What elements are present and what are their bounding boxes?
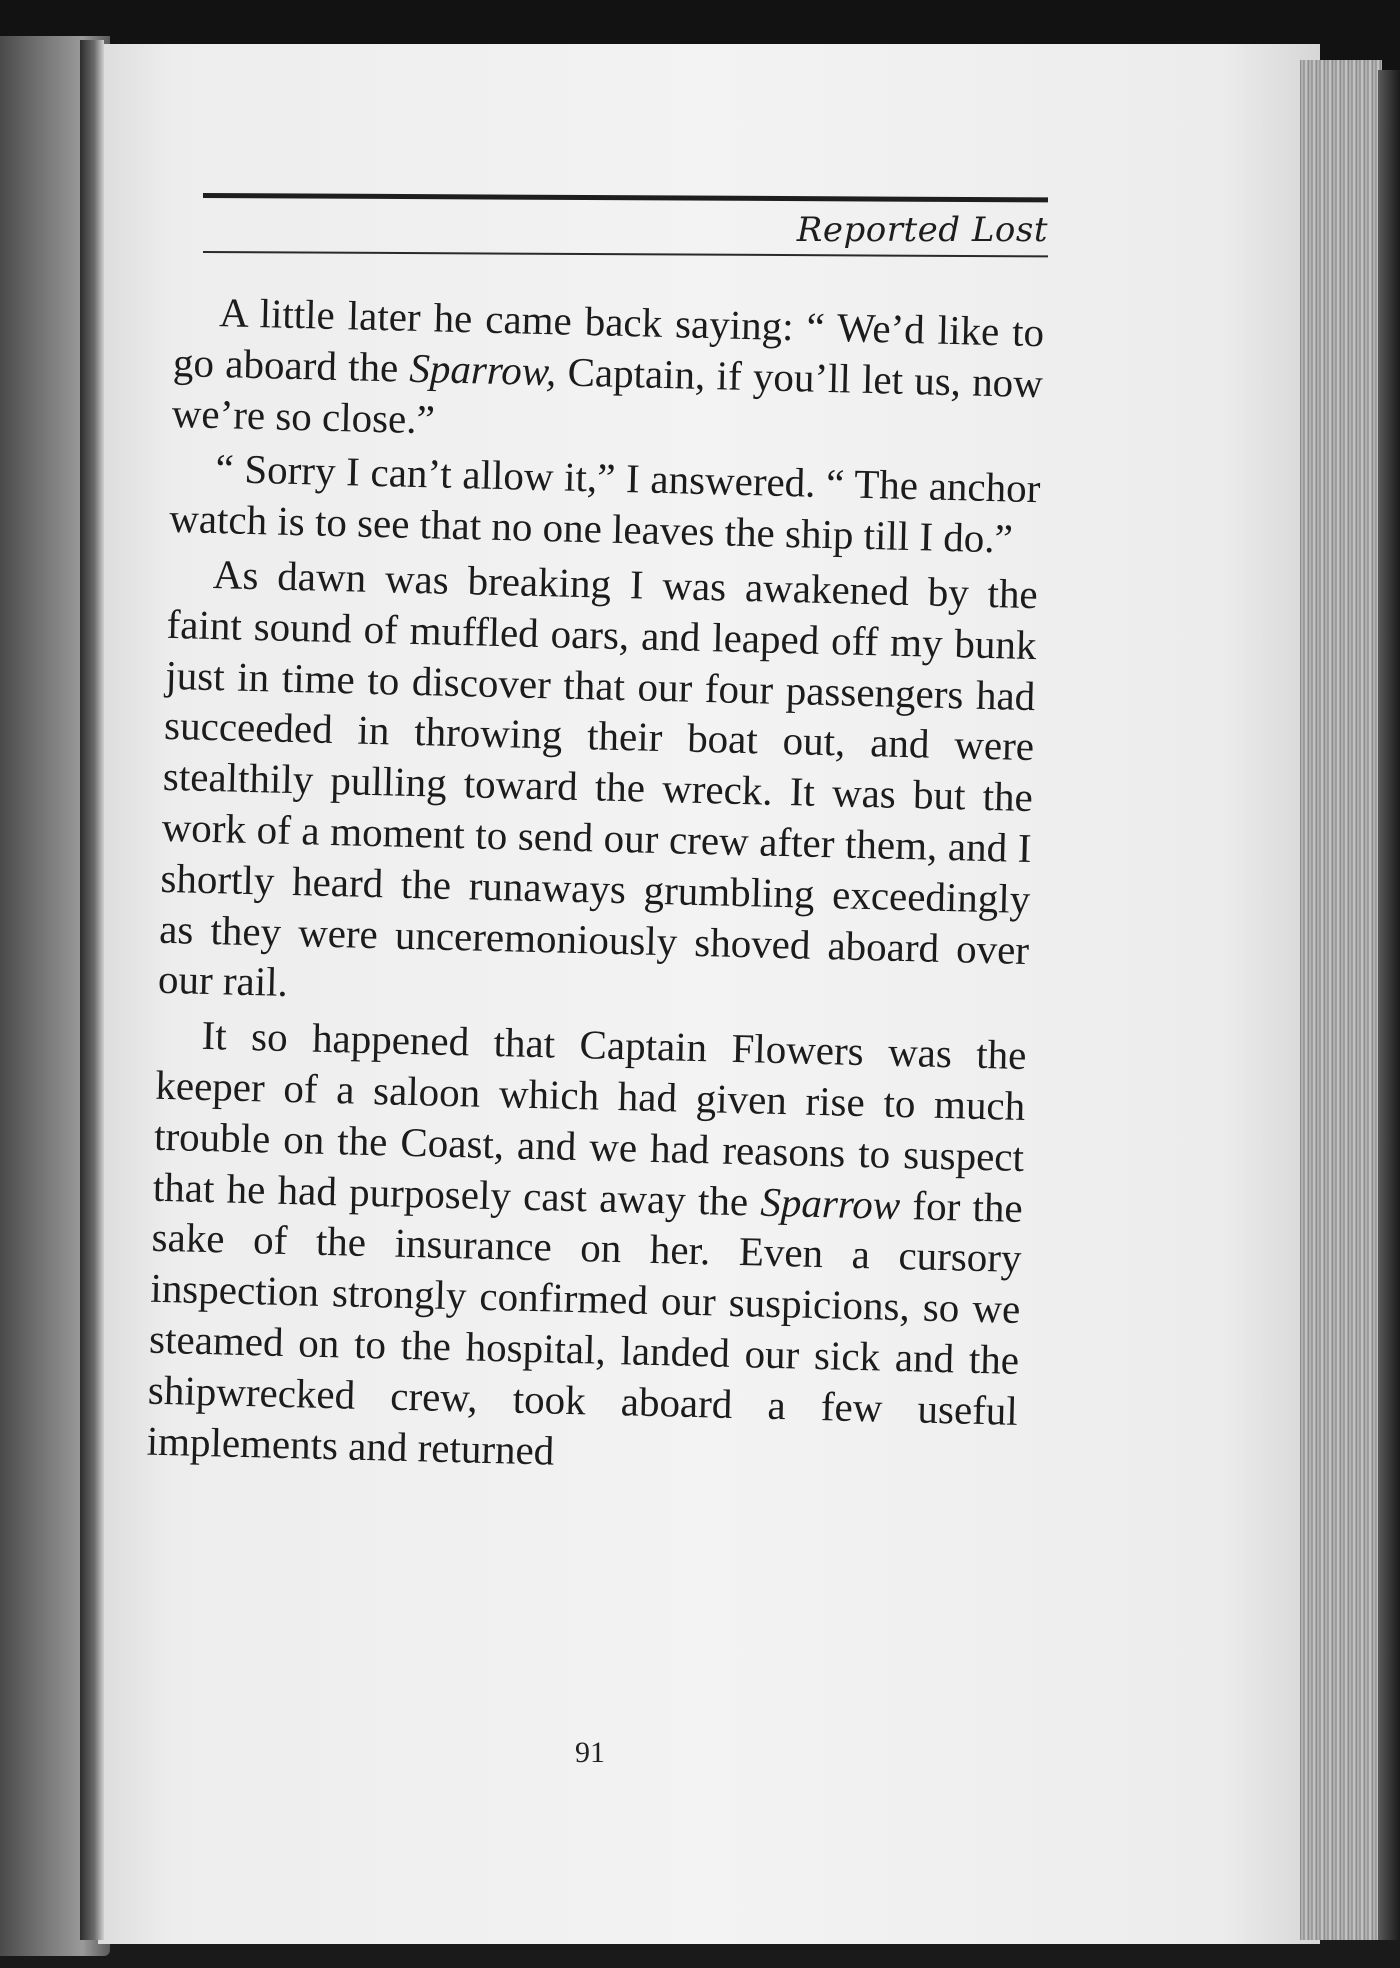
ship-name-italic: Sparrow, [408,344,557,395]
page-number: 91 [575,1736,605,1769]
book-gutter [80,40,104,1940]
text-run: As dawn was breaking I was awakened by the faint sound of muffled oars, and leaped off my bunk just in time to discover that our four passengers had succeeded in throwing their boat out, and were stealthily pulling toward the wreck. It was but the work of a moment to send our crew after them, and I shortly heard the runaways grumbling exceedingly as they were unceremoniously shoved aboard over our rail. [157,551,1039,1006]
running-head: Reported Lost [796,210,1048,250]
text-run: It so happened that Captain Flowers was the keeper of a saloon which had given rise to much trouble on the Coast, and we had reasons to suspect that he had purposely cast away the [152,1012,1028,1225]
body-text [146,286,1045,1491]
text-run: A little later he came back saying: “ We’d like to go aboard the [172,289,1045,391]
paragraph-4 [146,1009,1027,1487]
text-run: “ Sorry I can’t allow it,” I answered. “ The anchor watch is to see that no one leaves the ship till I do.” [168,445,1041,562]
paragraph-1 [171,286,1044,460]
page-edges-shadow [1378,70,1400,1940]
paragraph-3 [157,548,1038,1026]
paragraph-2 [169,442,1041,565]
page-edges [1300,60,1382,1940]
text-run: Captain, if you’ll let us, now we’re so close.” [171,348,1044,442]
text-run: for the sake of the insurance on her. Even a cursory inspection strongly confirmed our suspicions, so we steamed on to the hospital, landed our sick and the shipwrecked crew, took aboard a few useful implements and returned [146,1181,1024,1474]
ship-name-italic: Sparrow [759,1178,901,1228]
